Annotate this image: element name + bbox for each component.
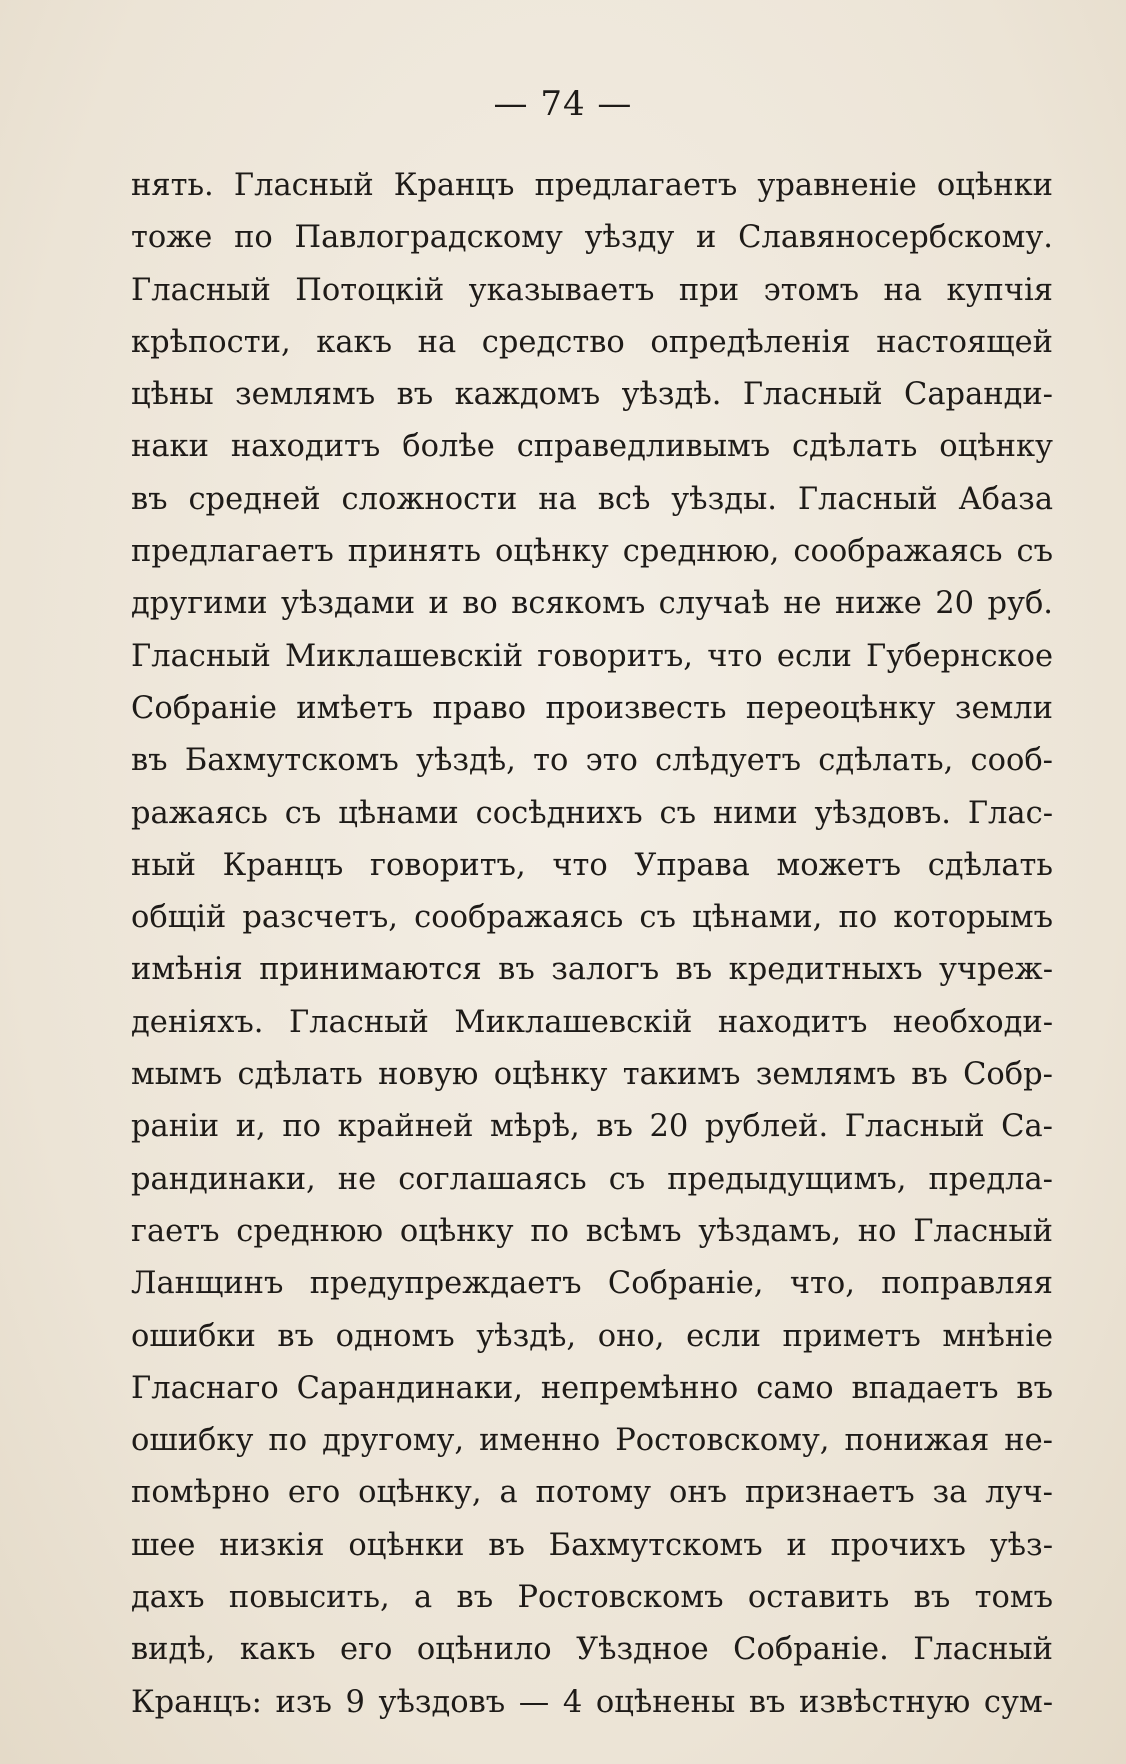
text-line: мымъ сдѣлать новую оцѣнку такимъ землямъ въ Собр- bbox=[131, 1057, 1053, 1093]
text-line: другими уѣздами и во всякомъ случаѣ не ниже 20 руб. bbox=[131, 586, 1053, 622]
text-line: рандинаки, не соглашаясь съ предыдущимъ, предла- bbox=[131, 1161, 1053, 1197]
text-line: видѣ, какъ его оцѣнило Уѣздное Собраніе. Гласный bbox=[131, 1632, 1053, 1668]
text-line: Гласнаго Сарандинаки, непремѣнно само впадаетъ въ bbox=[131, 1370, 1053, 1406]
text-line: нять. Гласный Кранцъ предлагаетъ уравненіе оцѣнки bbox=[131, 168, 1053, 203]
text-line: Кранцъ: изъ 9 уѣздовъ — 4 оцѣнены въ извѣстную сум- bbox=[131, 1684, 1053, 1720]
text-line: ражаясь съ цѣнами сосѣднихъ съ ними уѣздовъ. Глас- bbox=[131, 795, 1053, 831]
text-line: въ Бахмутскомъ уѣздѣ, то это слѣдуетъ сдѣлать, сооб- bbox=[131, 743, 1053, 779]
text-line: Гласный Потоцкій указываетъ при этомъ на купчія bbox=[131, 272, 1053, 308]
text-line: крѣпости, какъ на средство опредѣленія настоящей bbox=[131, 324, 1053, 360]
text-line: тоже по Павлоградскому уѣзду и Славяносербскому. bbox=[131, 220, 1053, 256]
text-line: Собраніе имѣетъ право произвесть переоцѣнку земли bbox=[131, 690, 1053, 726]
page-number: — 74 — bbox=[493, 84, 633, 124]
text-line: общій разсчетъ, соображаясь съ цѣнами, по которымъ bbox=[131, 900, 1053, 936]
text-line: Ланщинъ предупреждаетъ Собраніе, что, поправляя bbox=[131, 1266, 1053, 1302]
text-line: ошибку по другому, именно Ростовскому, понижая не- bbox=[131, 1423, 1053, 1459]
body-text bbox=[131, 160, 1053, 1729]
text-line: ошибки въ одномъ уѣздѣ, оно, если приметъ мнѣніе bbox=[131, 1318, 1053, 1354]
text-line: въ средней сложности на всѣ уѣзды. Гласный Абаза bbox=[131, 481, 1053, 517]
text-line: цѣны землямъ въ каждомъ уѣздѣ. Гласный Саранди- bbox=[131, 377, 1053, 413]
text-line: Гласный Миклашевскій говоритъ, что если Губернское bbox=[131, 638, 1053, 674]
text-line: ный Кранцъ говоритъ, что Управа можетъ сдѣлать bbox=[131, 847, 1053, 883]
text-line: имѣнія принимаются въ залогъ въ кредитныхъ учреж- bbox=[131, 952, 1053, 988]
text-line: дахъ повысить, а въ Ростовскомъ оставить въ томъ bbox=[131, 1580, 1053, 1616]
text-line: помѣрно его оцѣнку, а потому онъ признаетъ за луч- bbox=[131, 1475, 1053, 1511]
text-line: деніяхъ. Гласный Миклашевскій находитъ необходи- bbox=[131, 1004, 1053, 1040]
text-line: раніи и, по крайней мѣрѣ, въ 20 рублей. Гласный Са- bbox=[131, 1109, 1053, 1145]
text-line: гаетъ среднюю оцѣнку по всѣмъ уѣздамъ, но Гласный bbox=[131, 1213, 1053, 1249]
text-line: наки находитъ болѣе справедливымъ сдѣлать оцѣнку bbox=[131, 429, 1053, 465]
text-line: шее низкія оцѣнки въ Бахмутскомъ и прочихъ уѣз- bbox=[131, 1527, 1053, 1563]
text-line: предлагаетъ принять оцѣнку среднюю, соображаясь съ bbox=[131, 534, 1053, 570]
